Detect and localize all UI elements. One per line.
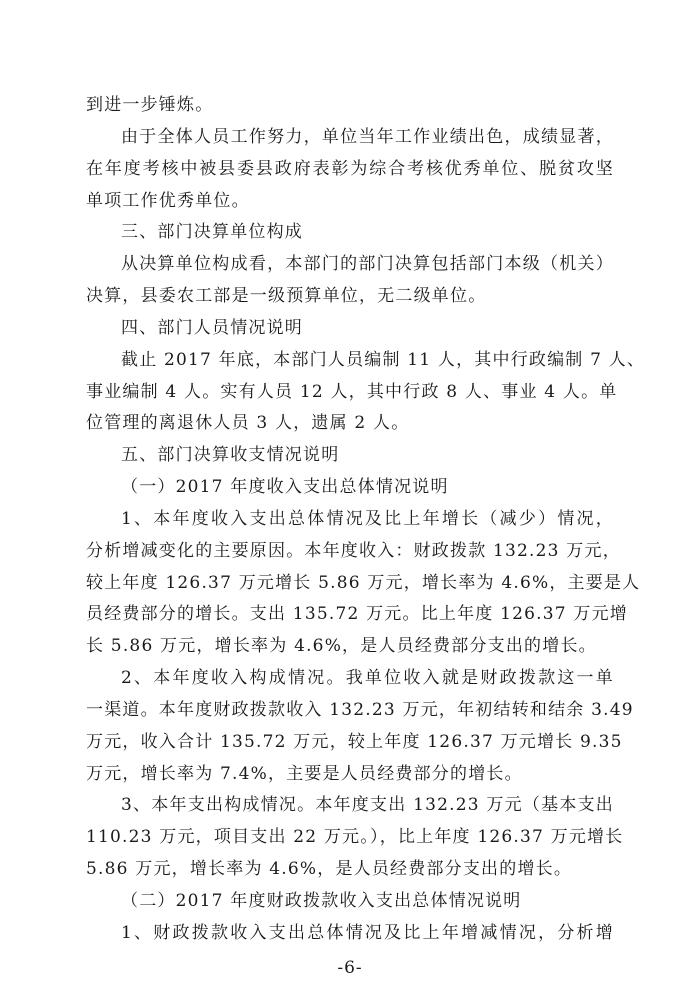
paragraph-line: 110.23 万元，项目支出 22 万元。），比上年度 126.37 万元增长 (86, 827, 624, 847)
paragraph-line: 较上年度 126.37 万元增长 5.86 万元，增长率为 4.6%，主要是人 (86, 573, 641, 593)
paragraph-line: 2、本年度收入构成情况。我单位收入就是财政拨款这一单 (121, 668, 614, 688)
paragraph-line: 位管理的离退休人员 3 人，遗属 2 人。 (86, 413, 410, 433)
subsection-heading: （二）2017 年度财政拨款收入支出总体情况说明 (121, 891, 522, 911)
paragraph-line: 一渠道。本年度财政拨款收入 132.23 万元，年初结转和结余 3.49 (86, 700, 634, 720)
section-heading: 四、部门人员情况说明 (121, 318, 303, 338)
section-heading: 五、部门决算收支情况说明 (121, 445, 340, 465)
paragraph-line: 由于全体人员工作努力，单位当年工作业绩出色，成绩显著， (121, 127, 614, 147)
paragraph-line: 1、财政拨款收入支出总体情况及比上年增减情况，分析增 (121, 923, 614, 943)
paragraph-line: 长 5.86 万元，增长率为 4.6%，是人员经费部分支出的增长。 (86, 636, 597, 656)
paragraph-line: 决算，县委农工部是一级预算单位，无二级单位。 (86, 286, 487, 306)
subsection-heading: （一）2017 年度收入支出总体情况说明 (121, 477, 449, 497)
paragraph-line: 3、本年支出构成情况。本年度支出 132.23 万元（基本支出 (121, 795, 614, 815)
page-number: -6- (337, 958, 363, 978)
paragraph-line: 截止 2017 年底，本部门人员编制 11 人，其中行政编制 7 人、 (121, 350, 646, 370)
paragraph-line: 在年度考核中被县委县政府表彰为综合考核优秀单位、脱贫攻坚 (86, 159, 614, 179)
paragraph-line: 1、本年度收入支出总体情况及比上年增长（减少）情况， (121, 509, 614, 529)
paragraph-line: 到进一步锤炼。 (86, 95, 214, 115)
paragraph-line: 5.86 万元，增长率为 4.6%，是人员经费部分支出的增长。 (86, 859, 573, 879)
paragraph-line: 分析增减变化的主要原因。本年度收入：财政拨款 132.23 万元， (86, 541, 621, 561)
paragraph-line: 员经费部分的增长。支出 135.72 万元。比上年度 126.37 万元增 (86, 604, 628, 624)
paragraph-line: 单项工作优秀单位。 (86, 191, 250, 211)
paragraph-line: 万元，增长率为 7.4%，主要是人员经费部分的增长。 (86, 764, 523, 784)
paragraph-line: 事业编制 4 人。实有人员 12 人，其中行政 8 人、事业 4 人。单 (86, 382, 618, 402)
paragraph-line: 万元，收入合计 135.72 万元，较上年度 126.37 万元增长 9.35 (86, 732, 623, 752)
paragraph-line: 从决算单位构成看，本部门的部门决算包括部门本级（机关） (121, 254, 614, 274)
section-heading: 三、部门决算单位构成 (121, 222, 303, 242)
